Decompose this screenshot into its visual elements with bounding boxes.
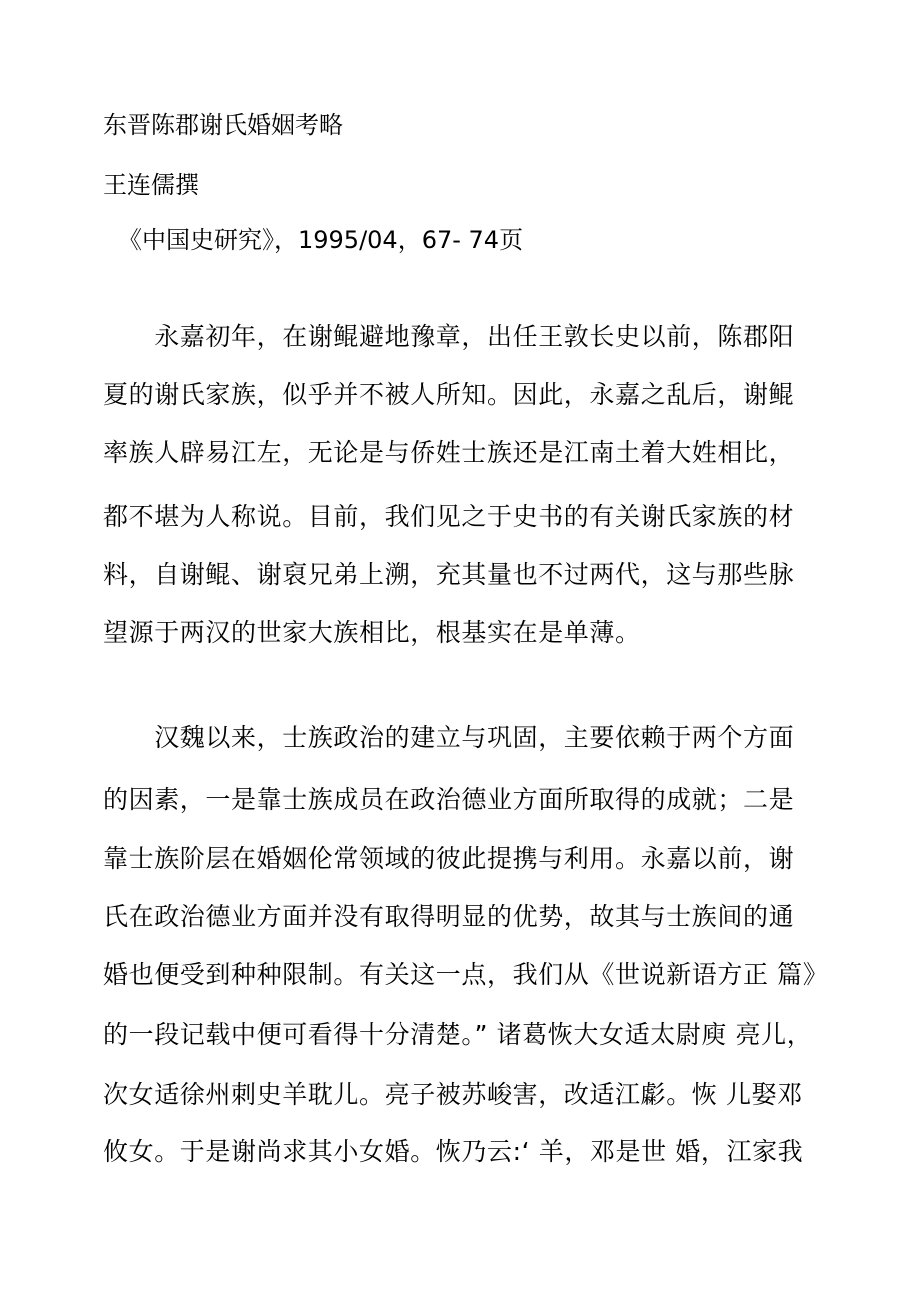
paragraph-line: 次女适徐州刺史羊耽儿。亮子被苏峻害，改适江虨。恢 儿娶邓 <box>103 1080 803 1109</box>
document-source: 《中国史研究》，1995/04，67- 74页 <box>118 226 524 254</box>
paragraph-line: 夏的谢氏家族，似乎并不被人所知。因此，永嘉之乱后，谢鲲 <box>103 380 795 409</box>
paragraph-line: 料，自谢鲲、谢裒兄弟上溯，充其量也不过两代，这与那些脉 <box>103 560 795 589</box>
paragraph-line: 永嘉初年，在谢鲲避地豫章，出任王敦长史以前，陈郡阳 <box>103 322 795 351</box>
paragraph-line: 攸女。于是谢尚求其小女婚。恢乃云:‘ 羊，邓是世 婚，江家我 <box>103 1137 804 1166</box>
paragraph-line: 靠士族阶层在婚姻伦常领域的彼此提携与利用。永嘉以前，谢 <box>103 844 795 873</box>
document-title: 东晋陈郡谢氏婚姻考略 <box>103 111 343 139</box>
document-author: 王连儒撰 <box>103 171 199 199</box>
paragraph-line: 率族人辟易江左，无论是与侨姓士族还是江南土着大姓相比， <box>103 438 795 467</box>
paragraph-line: 的一段记载中便可看得十分清楚。” 诸葛恢大女适太尉庾 亮儿， <box>103 1020 813 1049</box>
paragraph-line: 汉魏以来，士族政治的建立与巩固，主要依赖于两个方面 <box>103 723 795 752</box>
paragraph-line: 都不堪为人称说。目前，我们见之于史书的有关谢氏家族的材 <box>103 502 795 531</box>
paragraph-line: 望源于两汉的世家大族相比，根基实在是单薄。 <box>103 618 641 647</box>
paragraph-line: 氏在政治德业方面并没有取得明显的优势，故其与士族间的通 <box>103 902 795 931</box>
paragraph-line: 的因素，一是靠士族成员在政治德业方面所取得的成就；二是 <box>103 785 795 814</box>
paragraph-line: 婚也便受到种种限制。有关这一点，我们从《世说新语方正 篇》 <box>103 960 829 989</box>
